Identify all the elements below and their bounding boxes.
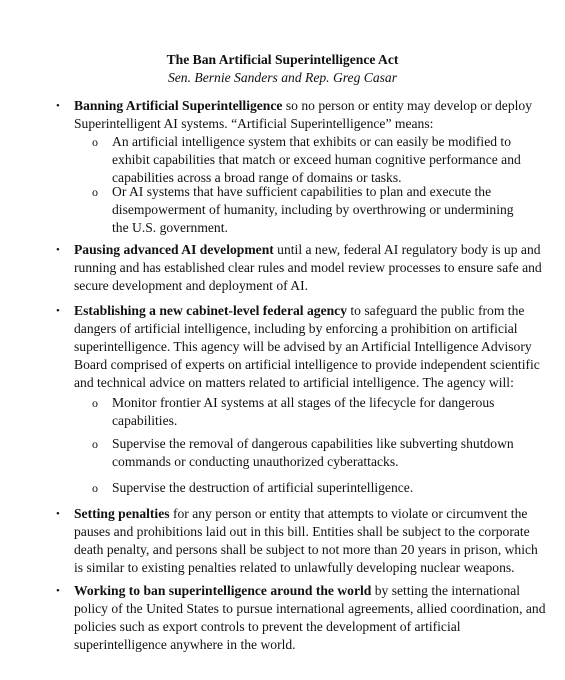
- sub-bullet-icon: o: [92, 437, 98, 451]
- section-paragraph: [74, 582, 546, 654]
- bullet-icon: •: [56, 585, 60, 597]
- section-text: so no person or entity may develop or deploy Superintelligent AI systems. “Artificial Superintelligence” means:: [74, 98, 532, 131]
- section-paragraph: [74, 302, 546, 392]
- bullet-icon: •: [56, 244, 60, 256]
- sub-bullet-icon: o: [92, 135, 98, 149]
- sub-item-text: Or AI systems that have sufficient capabilities to plan and execute the disempowerment of humanity, including by overthrowing or undermining the U.S. government.: [112, 184, 514, 235]
- section-paragraph: [74, 505, 546, 577]
- document-subtitle: Sen. Bernie Sanders and Rep. Greg Casar: [167, 70, 398, 85]
- section-text: for any person or entity that attempts to violate or circumvent the pauses and prohibitions laid out in this bill. Entities shall be subject to the corporate death penalty, and persons shall be subject to not more than 20 years in prison, which is similar to existing penalties related to unlawfully developing nuclear weapons.: [74, 506, 538, 575]
- document-title: The Ban Artificial Superintelligence Act: [166, 52, 399, 67]
- section-paragraph: [74, 97, 546, 133]
- section-paragraph: [74, 241, 546, 295]
- section-lead: Banning Artificial Superintelligence: [74, 98, 283, 113]
- section-text: to safeguard the public from the dangers of artificial intelligence, including by enforcing a prohibition on artificial superintelligence. This agency will be advised by an Artificial Intelligence Advisory Board comprised of experts on artificial intelligence to provide independent scientific and technical advice on matters related to artificial intelligence. The agency will:: [74, 303, 540, 390]
- bullet-icon: •: [56, 100, 60, 112]
- title-block: [0, 51, 565, 87]
- sub-item-text: An artificial intelligence system that exhibits or can easily be modified to exhibit capabilities that match or exceed human cognitive performance and capabilities across a broad range of domains or tasks.: [112, 134, 521, 185]
- sub-bullet-icon: o: [92, 396, 98, 410]
- sub-item-text: Supervise the removal of dangerous capabilities like subverting shutdown commands or conducting unauthorized cyberattacks.: [112, 436, 514, 469]
- bullet-icon: •: [56, 305, 60, 317]
- section-lead: Setting penalties: [74, 506, 170, 521]
- section-text: until a new, federal AI regulatory body is up and running and has established clear rules and model review processes to ensure safe and secure development and deployment of AI.: [74, 242, 542, 293]
- sub-item-text: Monitor frontier AI systems at all stages of the lifecycle for dangerous capabilities.: [112, 395, 495, 428]
- section-text: by setting the international policy of the United States to pursue international agreements, allied coordination, and policies such as export controls to prevent the development of artificial superintelligence anywhere in the world.: [74, 583, 546, 652]
- section-lead: Establishing a new cabinet-level federal agency: [74, 303, 347, 318]
- sub-item-text: Supervise the destruction of artificial superintelligence.: [112, 480, 414, 495]
- sub-bullet-icon: o: [92, 185, 98, 199]
- sub-bullet-icon: o: [92, 481, 98, 495]
- section-lead: Working to ban superintelligence around the world: [74, 583, 372, 598]
- bullet-icon: •: [56, 508, 60, 520]
- section-lead: Pausing advanced AI development: [74, 242, 274, 257]
